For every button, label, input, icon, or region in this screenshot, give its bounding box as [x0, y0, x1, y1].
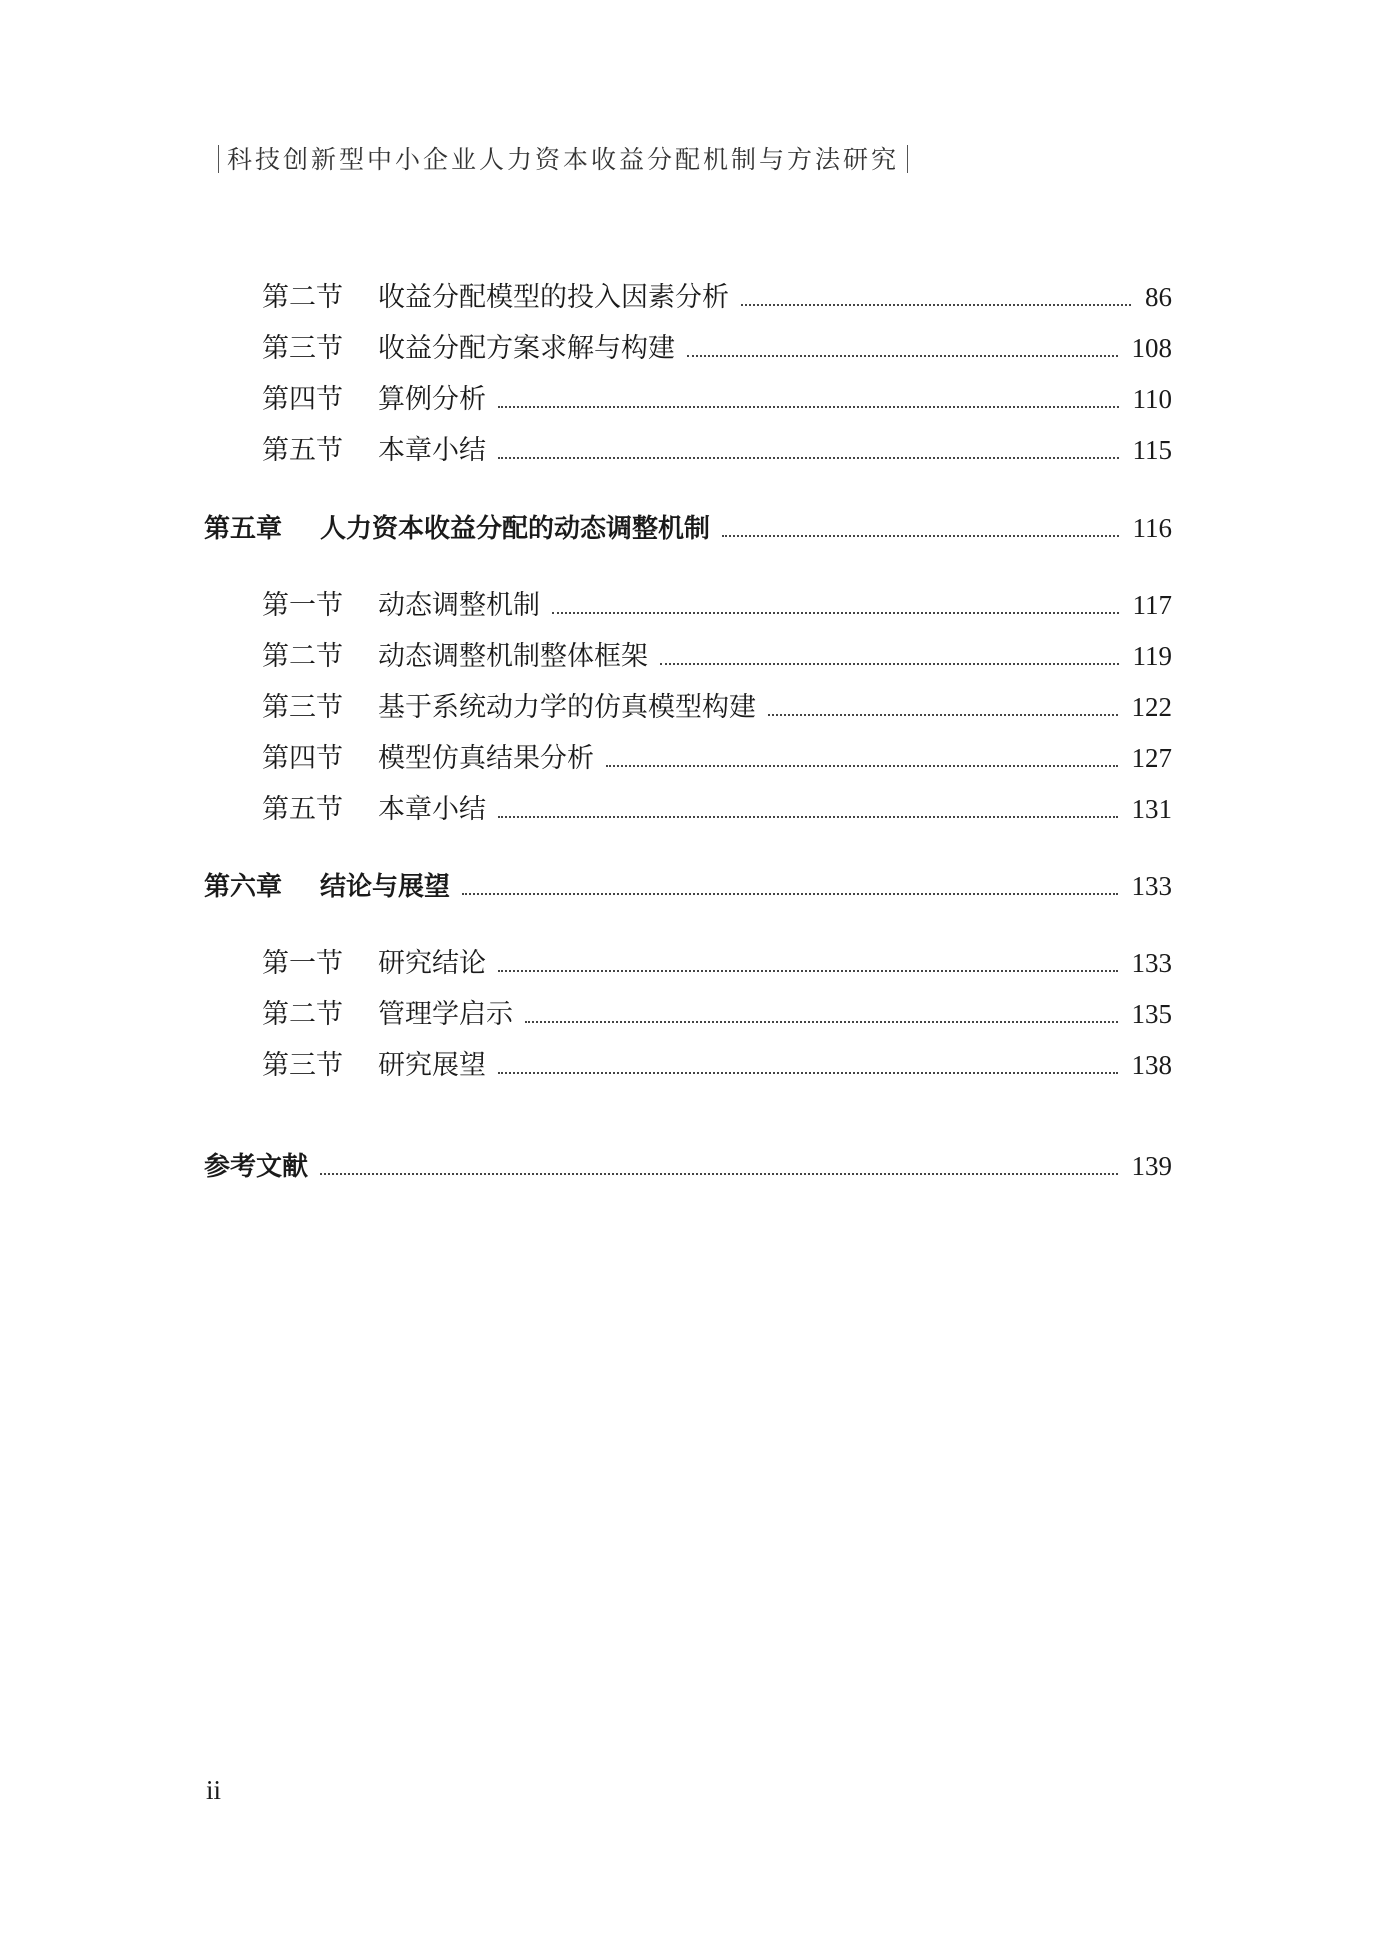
dot-leader	[768, 714, 1118, 716]
toc-entry-number: 第三节	[262, 333, 343, 364]
toc-entry-title: 管理学启示	[378, 999, 513, 1030]
toc-entry-number: 第二节	[262, 282, 343, 313]
toc-entry-title: 模型仿真结果分析	[378, 743, 594, 774]
toc-entry-number: 第五节	[262, 794, 343, 825]
toc-entry[interactable]	[262, 690, 1172, 725]
toc-entry[interactable]	[262, 1048, 1172, 1083]
dot-leader	[462, 893, 1117, 895]
dot-leader	[687, 355, 1118, 357]
toc-entry-page: 116	[1132, 513, 1172, 543]
toc-entry-title: 收益分配模型的投入因素分析	[378, 282, 729, 313]
toc-entry[interactable]	[262, 280, 1172, 315]
toc-entry-title: 研究展望	[378, 1050, 486, 1081]
toc-entry-page: 131	[1131, 794, 1172, 824]
toc-entry[interactable]	[262, 792, 1172, 827]
toc-entry-page: 117	[1132, 590, 1172, 620]
dot-leader	[498, 457, 1119, 459]
page-number: ii	[206, 1775, 222, 1805]
dot-leader	[741, 304, 1131, 306]
dot-leader	[552, 612, 1119, 614]
dot-leader	[722, 535, 1118, 537]
toc-entry-number: 第四节	[262, 743, 343, 774]
dot-leader	[660, 663, 1119, 665]
toc-entry[interactable]	[262, 946, 1172, 981]
toc-chapter-entry[interactable]	[204, 869, 1172, 904]
dot-leader	[498, 1072, 1118, 1074]
dot-leader	[498, 406, 1119, 408]
toc-entry-page: 108	[1131, 333, 1172, 363]
dot-leader	[606, 765, 1118, 767]
toc-entry-number: 第四节	[262, 384, 343, 415]
toc-references-title: 参考文献	[204, 1152, 309, 1182]
toc-entry-page: 139	[1131, 1151, 1172, 1181]
toc-entry-page: 133	[1131, 948, 1172, 978]
toc-chapter-number: 第六章	[204, 872, 283, 902]
toc-entry-page: 135	[1131, 999, 1172, 1029]
toc-entry-page: 138	[1131, 1050, 1172, 1080]
toc-entry-title: 算例分析	[378, 384, 486, 415]
toc-chapter-number: 第五章	[204, 514, 283, 544]
running-header-title: 科技创新型中小企业人力资本收益分配机制与方法研究	[227, 145, 900, 174]
toc-entry-title: 本章小结	[378, 435, 486, 466]
dot-leader	[320, 1173, 1117, 1175]
toc-entry[interactable]	[262, 588, 1172, 623]
toc-entry-page: 127	[1131, 743, 1172, 773]
dot-leader	[498, 816, 1118, 818]
toc-entry-page: 119	[1132, 641, 1172, 671]
toc-entry-title: 动态调整机制	[378, 590, 540, 621]
toc-entry-title: 动态调整机制整体框架	[378, 641, 648, 672]
toc-entry-page: 122	[1131, 692, 1172, 722]
toc-entry-number: 第一节	[262, 590, 343, 621]
toc-entry-number: 第一节	[262, 948, 343, 979]
toc-entry-page: 133	[1131, 871, 1172, 901]
toc-chapter-title: 人力资本收益分配的动态调整机制	[320, 514, 711, 544]
toc-entry-number: 第二节	[262, 641, 343, 672]
toc-entry[interactable]	[262, 331, 1172, 366]
dot-leader	[525, 1021, 1118, 1023]
toc-entry-title: 研究结论	[378, 948, 486, 979]
toc-entry-title: 基于系统动力学的仿真模型构建	[378, 692, 756, 723]
toc-entry-number: 第五节	[262, 435, 343, 466]
toc-entry-title: 收益分配方案求解与构建	[378, 333, 675, 364]
toc-entry-page: 115	[1132, 435, 1172, 465]
toc-entry-number: 第三节	[262, 1050, 343, 1081]
toc-entry[interactable]	[262, 382, 1172, 417]
toc-entry-title: 本章小结	[378, 794, 486, 825]
toc-entry-page: 86	[1145, 282, 1172, 312]
toc-entry[interactable]	[262, 741, 1172, 776]
toc-references-entry[interactable]	[204, 1149, 1172, 1184]
toc-entry-page: 110	[1132, 384, 1172, 414]
toc-entry-number: 第二节	[262, 999, 343, 1030]
toc-entry-number: 第三节	[262, 692, 343, 723]
toc-entry[interactable]	[262, 433, 1172, 468]
toc-chapter-title: 结论与展望	[320, 872, 451, 902]
toc-entry[interactable]	[262, 997, 1172, 1032]
dot-leader	[498, 970, 1118, 972]
toc-entry[interactable]	[262, 639, 1172, 674]
toc-chapter-entry[interactable]	[204, 511, 1172, 546]
